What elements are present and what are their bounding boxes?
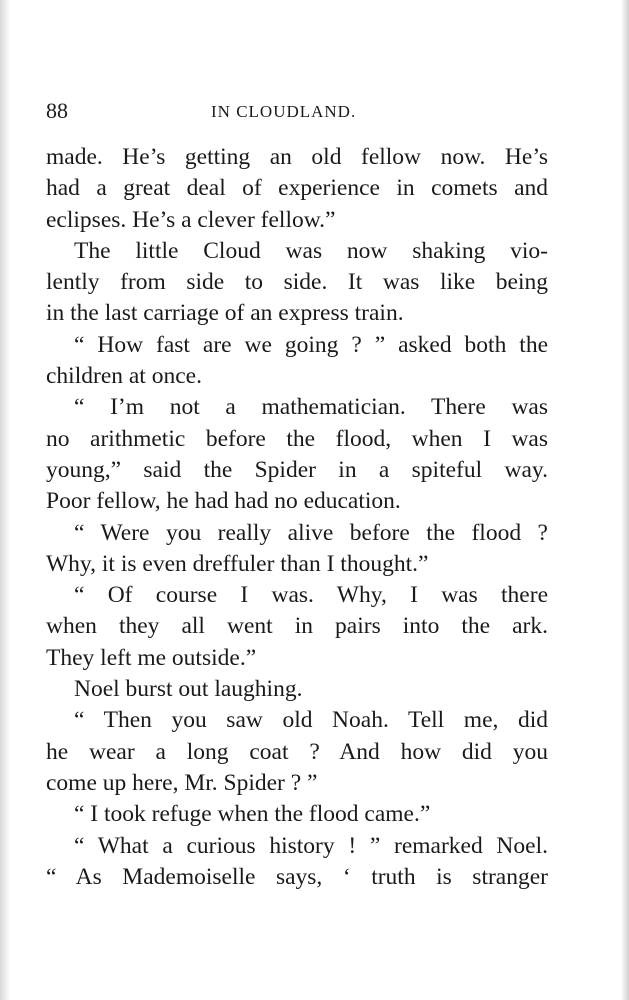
text-line: made. He’s getting an old fellow now. He’s [46, 144, 548, 170]
text-line: no arithmetic before the flood, when I was [46, 425, 548, 452]
text-line: “ What a curious history ! ” remarked Noel. [74, 832, 548, 859]
page-gutter-shadow [0, 0, 10, 1000]
page-number: 88 [46, 98, 68, 123]
text-line: when they all went in pairs into the ark. [46, 613, 548, 640]
text-line: in the last carriage of an express train. [46, 300, 404, 327]
page-header [46, 98, 556, 128]
page-right-edge [621, 0, 629, 1000]
text-line: Why, it is even dreffuler than I thought.” [46, 550, 429, 577]
text-line: lently from side to side. It was like being [46, 269, 548, 296]
text-line: “ Were you really alive before the flood ? [74, 519, 548, 546]
text-line: “ Of course I was. Why, I was there [74, 582, 548, 609]
text-line: young,” said the Spider in a spiteful way. [46, 456, 548, 483]
text-line: he wear a long coat ? And how did you [46, 738, 548, 765]
text-line: The little Cloud was now shaking vio- [74, 237, 548, 264]
text-line: “ How fast are we going ? ” asked both the [74, 331, 548, 358]
text-line: “ As Mademoiselle says, ‘ truth is stranger [46, 863, 548, 890]
text-line: Noel burst out laughing. [74, 676, 303, 703]
text-line: They left me outside.” [46, 644, 257, 671]
text-line: eclipses. He’s a clever fellow.” [46, 206, 336, 233]
text-line: “ Then you saw old Noah. Tell me, did [74, 707, 548, 734]
text-line: come up here, Mr. Spider ? ” [46, 769, 318, 796]
running-title: IN CLOUDLAND. [211, 102, 357, 121]
text-line: children at once. [46, 363, 202, 390]
text-line: “ I took refuge when the flood came.” [74, 801, 431, 828]
text-line: had a great deal of experience in comets and [46, 175, 548, 202]
page-body [46, 142, 548, 893]
text-line: Poor fellow, he had had no education. [46, 488, 401, 515]
text-line: “ I’m not a mathematician. There was [74, 394, 548, 421]
